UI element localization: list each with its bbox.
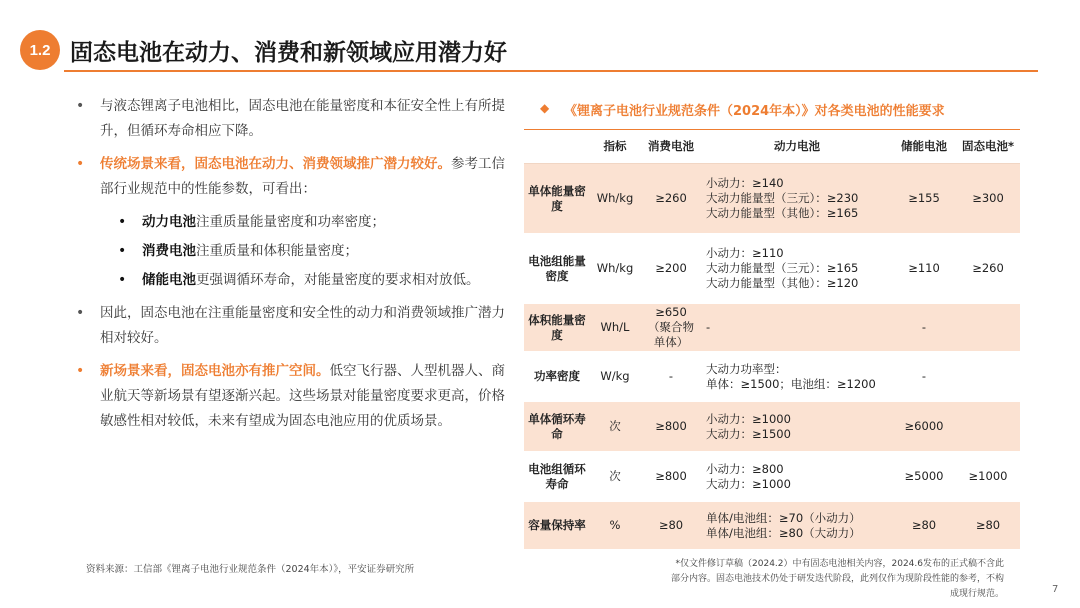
left-text-panel xyxy=(76,94,506,442)
power-value xyxy=(702,452,892,501)
power-value xyxy=(702,234,892,303)
table-footnote: *仅文件修订草稿（2024.2）中有固态电池相关内容，2024.6发布的正式稿不含此部分内容。固态电池技术仍处于研发迭代阶段，此列仅作为现阶段性能的参考，不构成现行规范。 xyxy=(670,559,1004,599)
consumer-value: ≥800 xyxy=(655,419,687,433)
sub-bullet-power-text: 注重质量能量密度和功率密度； xyxy=(196,214,385,230)
row-label: 电池组循环寿命 xyxy=(528,461,586,491)
header-cell-blank xyxy=(524,130,590,163)
table-row xyxy=(524,452,1020,502)
power-line: 小动力：≥110 xyxy=(706,246,784,260)
table-row xyxy=(524,164,1020,234)
header-divider xyxy=(64,70,1038,72)
row-unit: Wh/L xyxy=(600,320,630,334)
consumer-value: - xyxy=(668,369,674,383)
header-cell-consumer: 消费电池 xyxy=(648,139,694,153)
bullet-3 xyxy=(76,301,506,351)
table-row xyxy=(524,402,1020,452)
header-cell-power: 动力电池 xyxy=(774,139,820,153)
power-line: 大动力能量型（三元）：≥165 xyxy=(706,261,859,275)
bullet-dot-icon: • xyxy=(76,305,85,321)
power-line: 单体/电池组：≥70（小动力） xyxy=(706,510,861,525)
slide-header xyxy=(18,26,1058,74)
power-line: 大动力能量型（三元）：≥230 xyxy=(706,191,859,205)
power-line: 小动力：≥800 xyxy=(706,461,784,476)
storage-value: ≥5000 xyxy=(904,469,944,483)
consumer-value: ≥200 xyxy=(655,261,687,275)
table-row xyxy=(524,234,1020,304)
power-line: 单体：≥1500；电池组：≥1200 xyxy=(706,376,876,391)
table-header-row xyxy=(524,130,1020,164)
table-row xyxy=(524,502,1020,550)
bullet-4-text: 低空飞行器、人型机器人、商业航天等新场景有望逐渐兴起。这些场景对能量密度要求更高，价格敏感性相对较低，未来有望成为固态电池应用的优质场景。 xyxy=(100,363,505,429)
page-number: 7 xyxy=(1052,584,1059,595)
sub-bullet-storage-bold: 储能电池 xyxy=(142,272,196,288)
solid-value: ≥260 xyxy=(972,261,1004,275)
solid-value xyxy=(956,352,1020,401)
table-title-row xyxy=(540,98,1020,122)
requirements-table xyxy=(524,129,1020,550)
diamond-dot-icon: ◆ xyxy=(540,101,550,115)
power-value xyxy=(702,304,892,351)
page-title: 固态电池在动力、消费和新领域应用潜力好 xyxy=(70,40,507,66)
row-unit: 次 xyxy=(609,469,621,483)
sub-bullet-consumer-text: 注重质量和体积能量密度； xyxy=(196,243,358,259)
storage-value: ≥155 xyxy=(908,191,940,205)
power-line: 大动力能量型（其他）：≥120 xyxy=(706,276,859,290)
row-label: 容量保持率 xyxy=(528,518,586,532)
power-line: 大动力：≥1000 xyxy=(706,476,791,491)
consumer-value: ≥260 xyxy=(655,191,687,205)
sub-bullet-dot-icon: • xyxy=(118,243,127,259)
storage-value: ≥110 xyxy=(908,261,940,275)
bullet-dot-icon: • xyxy=(76,156,85,172)
row-label: 体积能量密度 xyxy=(528,312,586,342)
sub-bullet-consumer-bold: 消费电池 xyxy=(142,243,196,259)
power-value xyxy=(702,402,892,451)
sub-bullet-dot-icon: • xyxy=(118,214,127,230)
row-label: 电池组能量密度 xyxy=(528,253,586,283)
section-badge: 1.2 xyxy=(20,30,60,70)
power-value xyxy=(702,502,892,549)
solid-value: ≥1000 xyxy=(968,469,1008,483)
consumer-value: ≥800 xyxy=(655,469,687,483)
sub-bullet-power xyxy=(76,210,506,235)
storage-value: ≥80 xyxy=(911,518,937,532)
table-row xyxy=(524,352,1020,402)
power-line: 小动力：≥140 xyxy=(706,176,784,190)
sub-bullet-storage xyxy=(76,268,506,293)
sub-bullet-consumer xyxy=(76,239,506,264)
bullet-4 xyxy=(76,359,506,434)
sub-bullet-power-bold: 动力电池 xyxy=(142,214,196,230)
storage-value: ≥6000 xyxy=(904,419,944,433)
row-label: 功率密度 xyxy=(534,369,580,383)
bullet-dot-icon: • xyxy=(76,363,85,379)
sub-bullet-storage-text: 更强调循环寿命，对能量密度的要求相对放低。 xyxy=(196,272,480,288)
row-label: 单体循环寿命 xyxy=(528,411,586,441)
power-line: 大动力能量型（其他）：≥165 xyxy=(706,206,859,220)
consumer-value: ≥650（聚合物单体） xyxy=(648,305,694,349)
header-cell-metric: 指标 xyxy=(603,139,627,153)
storage-value: - xyxy=(921,320,927,334)
table-title: 《锂离子电池行业规范条件（2024年本）》对各类电池的性能要求 xyxy=(564,104,945,119)
consumer-value: ≥80 xyxy=(658,518,684,532)
source-note: 资料来源：工信部《锂离子电池行业规范条件（2024年本）》，平安证券研究所 xyxy=(86,564,415,575)
row-unit: 次 xyxy=(609,419,621,433)
bullet-3-text: 因此，固态电池在注重能量密度和安全性的动力和消费领域推广潜力相对较好。 xyxy=(100,305,505,346)
row-label: 单体能量密度 xyxy=(528,183,586,213)
storage-value: - xyxy=(921,369,927,383)
solid-value: ≥80 xyxy=(975,518,1001,532)
header-cell-storage: 储能电池 xyxy=(901,139,947,153)
solid-value xyxy=(956,402,1020,451)
table-row xyxy=(524,304,1020,352)
power-line: 大动力功率型： xyxy=(706,361,787,376)
bullet-4-highlight: 新场景来看，固态电池亦有推广空间。 xyxy=(100,363,330,379)
bullet-1-text: 与液态锂离子电池相比，固态电池在能量密度和本征安全性上有所提升，但循环寿命相应下降。 xyxy=(100,98,505,139)
row-unit: Wh/kg xyxy=(596,191,634,205)
row-unit: % xyxy=(609,518,621,532)
power-line: - xyxy=(706,320,711,334)
solid-value xyxy=(956,304,1020,351)
bullet-1 xyxy=(76,94,506,144)
power-value xyxy=(702,352,892,401)
power-line: 大动力：≥1500 xyxy=(706,426,791,441)
bullet-2 xyxy=(76,152,506,202)
bullet-dot-icon: • xyxy=(76,98,85,114)
row-unit: W/kg xyxy=(600,369,630,383)
power-line: 单体/电池组：≥80（大动力） xyxy=(706,525,861,540)
bullet-2-highlight: 传统场景来看，固态电池在动力、消费领域推广潜力较好。 xyxy=(100,156,451,172)
power-line: 小动力：≥1000 xyxy=(706,411,791,426)
sub-bullet-dot-icon: • xyxy=(118,272,127,288)
row-unit: Wh/kg xyxy=(596,261,634,275)
header-cell-solid: 固态电池* xyxy=(961,139,1014,153)
power-value xyxy=(702,164,892,233)
solid-value: ≥300 xyxy=(972,191,1004,205)
bullet-2-text: 参考工信部行业规范中的性能参数，可看出： xyxy=(100,156,505,197)
